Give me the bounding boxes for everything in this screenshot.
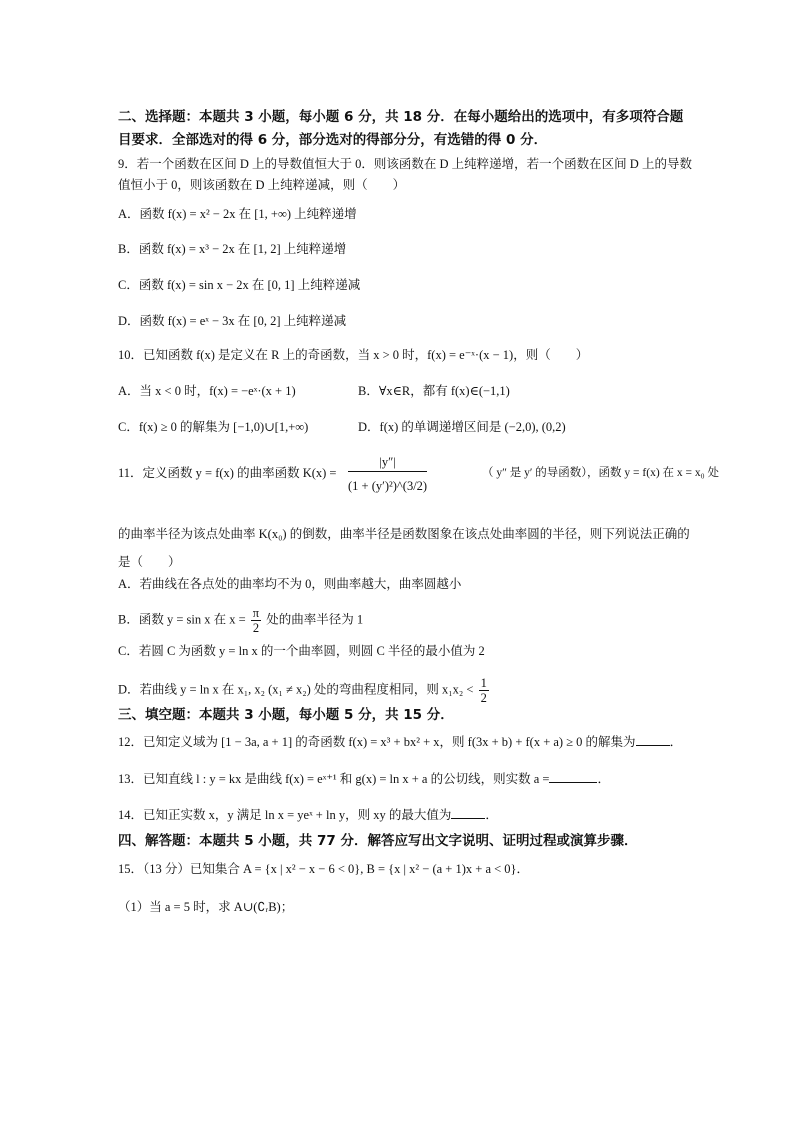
q14 (118, 806, 498, 824)
q12 (118, 733, 682, 751)
q13-answer-blank[interactable] (549, 770, 597, 783)
q11-option-b-frac-num: π (252, 606, 260, 620)
q11-option-b-frac-den: 2 (252, 621, 260, 635)
q11-fraction-numerator: |y″| (348, 453, 427, 472)
q11-option-b-pre: B．函数 y = sin x 在 x = (118, 612, 246, 627)
q10-option-c: C．f(x) ≥ 0 的解集为 [−1,0)∪[1,+∞) (118, 420, 309, 434)
q12-text: 12．已知定义域为 [1 − 3a, a + 1] 的奇函数 f(x) = x³ + bx² + x，则 f(3x + b) + f(x + a) ≥ 0 的解集为 (118, 735, 636, 749)
section3-heading: 三、填空题：本题共 3 小题，每小题 5 分，共 15 分． (118, 707, 454, 723)
q11-curvature-fraction (348, 453, 427, 496)
section2-heading-line2: 目要求．全部选对的得 6 分，部分选对的得部分分，有选错的得 0 分． (118, 132, 548, 148)
q13-end: ． (597, 772, 610, 786)
q11-stem-line2: 的曲率半径为该点处曲率 K(x₀) 的倒数，曲率半径是函数图象在该点处曲率圆的半径，则下列说法正确的 (118, 527, 690, 541)
q9-option-b: B．函数 f(x) = x³ − 2x 在 [1, 2] 上纯粹递增 (118, 242, 347, 256)
q13 (118, 770, 610, 788)
q10-option-b: B．∀x∈R，都有 f(x)∈(−1,1) (358, 384, 510, 398)
q9-option-c: C．函数 f(x) = sin x − 2x 在 [0, 1] 上纯粹递减 (118, 278, 361, 292)
q12-answer-blank[interactable] (636, 733, 670, 746)
q11-fraction-denominator: (1 + (y′)²)^(3/2) (348, 479, 428, 493)
q9-option-a: A．函数 f(x) = x² − 2x 在 [1, +∞) 上纯粹递增 (118, 207, 357, 221)
q11-stem-line3: 是（ ） (118, 555, 181, 569)
q10-option-a: A．当 x < 0 时，f(x) = −eˣ·(x + 1) (118, 384, 296, 398)
q12-end: ． (669, 735, 683, 749)
q14-text: 14．已知正实数 x，y 满足 ln x = yeˣ + ln y，则 xy 的最大值为 (118, 808, 452, 822)
q9-option-d: D．函数 f(x) = eˣ − 3x 在 [0, 2] 上纯粹递减 (118, 314, 347, 328)
section4-heading: 四、解答题：本题共 5 小题，共 77 分．解答应写出文字说明、证明过程或演算步骤． (118, 833, 638, 849)
q11-option-d-pre: D．若曲线 y = ln x 在 x₁, x₂ (x₁ ≠ x₂) 处的弯曲程度相同，则 x₁x₂ < (118, 682, 474, 697)
q11-option-b-fraction (251, 606, 261, 635)
q13-text: 13．已知直线 l : y = kx 是曲线 f(x) = eˣ⁺¹ 和 g(x) = ln x + a 的公切线，则实数 a = (118, 772, 550, 786)
q11-option-d-fraction (479, 676, 489, 705)
q11-option-a: A．若曲线在各点处的曲率均不为 0，则曲率越大，曲率圆越小 (118, 577, 462, 591)
q11-option-d-frac-num: 1 (480, 676, 487, 690)
q11-stem-b: （ y″ 是 y′ 的导函数），函数 y = f(x) 在 x = x₀ 处 (482, 467, 720, 479)
q10-stem: 10．已知函数 f(x) 是定义在 R 上的奇函数，当 x > 0 时，f(x) = e⁻ˣ·(x − 1)，则（ ） (118, 348, 589, 362)
q10-option-d: D．f(x) 的单调递增区间是 (−2,0), (0,2) (358, 420, 566, 434)
q14-end: ． (485, 808, 498, 822)
q9-stem-line1: 9．若一个函数在区间 D 上的导数值恒大于 0．则该函数在 D 上纯粹递增，若一个函数在区间 D 上的导数 (118, 157, 692, 171)
q11-option-c: C．若圆 C 为函数 y = ln x 的一个曲率圆，则圆 C 半径的最小值为 2 (118, 644, 485, 658)
q15-stem: 15．（13 分）已知集合 A = {x | x² − x − 6 < 0}, B = {x | x² − (a + 1)x + a < 0}． (118, 862, 530, 876)
q11-option-b (118, 606, 363, 635)
q11-option-b-post: 处的曲率半径为 1 (266, 612, 364, 627)
q11-stem-a: 11．定义函数 y = f(x) 的曲率函数 K(x) = (118, 466, 337, 480)
q11-option-d (118, 676, 491, 705)
section2-heading-line1: 二、选择题：本题共 3 小题，每小题 6 分，共 18 分．在每小题给出的选项中，有多项符合题 (118, 109, 684, 125)
q15-part1: （1）当 a = 5 时，求 A∪(∁ᵣB)； (118, 900, 294, 914)
q14-answer-blank[interactable] (451, 806, 485, 819)
q9-stem-line2: 值恒小于 0，则该函数在 D 上纯粹递减，则（ ） (118, 178, 406, 192)
q11-option-d-frac-den: 2 (480, 691, 487, 705)
